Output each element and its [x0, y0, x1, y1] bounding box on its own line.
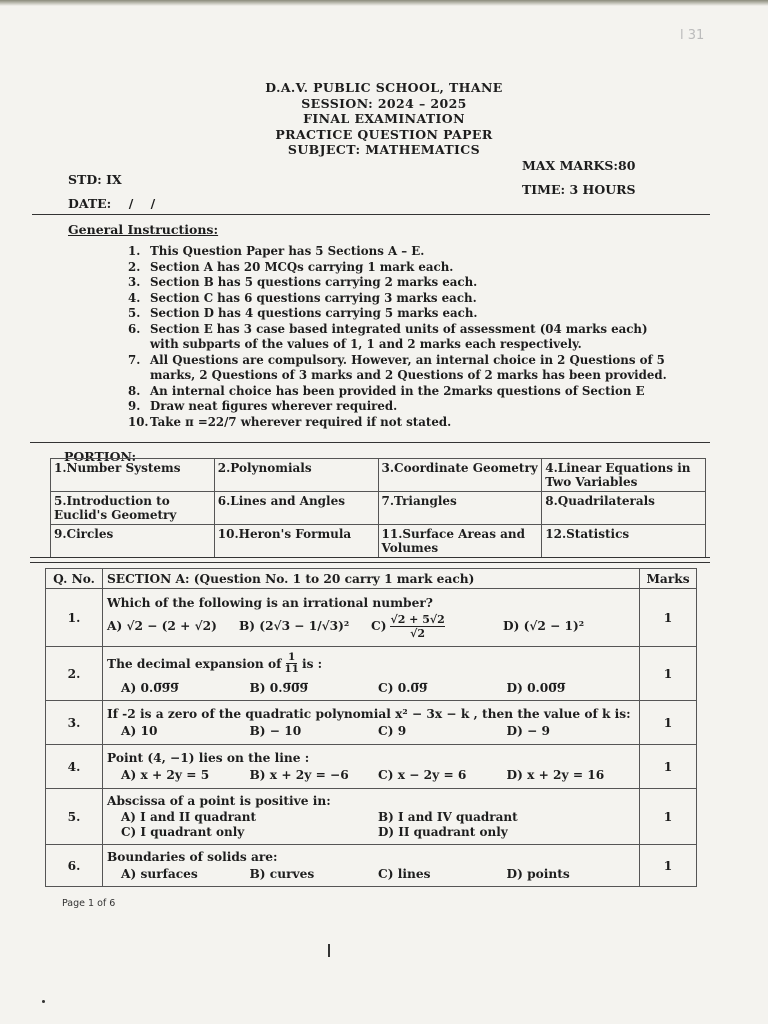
portion-cell: 3.Coordinate Geometry — [378, 459, 542, 492]
time-allowed: TIME: 3 HOURS — [522, 182, 636, 197]
question-number: 1. — [46, 589, 103, 647]
option-d: D) − 9 — [506, 724, 551, 738]
option-c: C) I quadrant only — [121, 824, 245, 839]
options-row — [107, 867, 635, 881]
option-a: A) 0.0̅9̅9̅ — [121, 681, 179, 695]
question-stem: Boundaries of solids are: — [107, 850, 278, 864]
instructions-title: General Instructions: — [68, 222, 219, 237]
portion-cell: 12.Statistics — [542, 525, 706, 558]
option-a: A) x + 2y = 5 — [121, 768, 210, 782]
question-row — [46, 589, 697, 647]
question-body — [103, 647, 640, 701]
school-name: D.A.V. PUBLIC SCHOOL, THANE — [265, 80, 503, 95]
options-grid — [107, 810, 635, 840]
portion-cell: 4.Linear Equations in Two Variables — [542, 459, 706, 492]
question-marks: 1 — [640, 845, 697, 887]
option-a: A) surfaces — [121, 867, 198, 881]
question-body — [103, 589, 640, 647]
page-number: Page 1 of 6 — [62, 898, 116, 909]
option-a: A) I and II quadrant — [121, 809, 257, 824]
question-number: 2. — [46, 647, 103, 701]
option-b: B) x + 2y = −6 — [249, 768, 349, 782]
option-c: C) 0.0̅9̅ — [378, 681, 428, 695]
question-marks: 1 — [640, 589, 697, 647]
exam-header — [0, 80, 768, 158]
question-row — [46, 745, 697, 789]
portion-cell: 10.Heron's Formula — [214, 525, 378, 558]
fraction-numerator: 1 — [287, 651, 296, 663]
instruction-item: 8. An internal choice has been provided in the 2marks questions of Section E — [128, 383, 645, 398]
question-marks: 1 — [640, 789, 697, 845]
portion-table — [50, 458, 706, 558]
subject: SUBJECT: MATHEMATICS — [287, 142, 481, 157]
qno-header: Q. No. — [46, 569, 103, 589]
portion-row — [51, 525, 706, 558]
option-c: C) x − 2y = 6 — [378, 768, 467, 782]
instructions-divider — [30, 442, 710, 443]
question-marks: 1 — [640, 647, 697, 701]
question-body — [103, 845, 640, 887]
option-d: D) points — [506, 867, 570, 881]
stem-fraction — [284, 652, 299, 675]
exam-name: FINAL EXAMINATION — [303, 111, 465, 126]
question-row — [46, 647, 697, 701]
instruction-item: 7. All Questions are compulsory. However, an internal choice in 2 Questions of 5 marks, 2 Questions of 3 marks and 2 Questions of 2 marks has been provided. — [128, 352, 667, 382]
portion-divider — [30, 557, 710, 558]
instruction-item: 10. Take π =22/7 wherever required if not stated. — [128, 414, 452, 429]
paper-type: PRACTICE QUESTION PAPER — [275, 126, 493, 142]
option-b: B) 0.9̅0̅9̅ — [249, 681, 308, 695]
portion-divider-2 — [30, 562, 710, 563]
option-d: D) (√2 − 1)² — [503, 619, 585, 633]
fraction-numerator: √2 + 5√2 — [390, 612, 445, 626]
options-row — [107, 768, 635, 782]
instruction-item: 2. Section A has 20 MCQs carrying 1 mark each. — [128, 259, 454, 274]
question-row — [46, 789, 697, 845]
portion-cell: 1.Number Systems — [51, 459, 215, 492]
instruction-item: 4. Section C has 6 questions carrying 3 marks each. — [128, 290, 477, 305]
question-number: 6. — [46, 845, 103, 887]
option-c: C) lines — [378, 867, 431, 881]
portion-cell: 2.Polynomials — [214, 459, 378, 492]
options-row — [107, 724, 635, 738]
fraction-denominator: 11 — [284, 663, 299, 675]
instructions-list — [128, 244, 673, 430]
option-d: D) 0.00̅9̅ — [506, 681, 566, 695]
question-stem: Point (4, −1) lies on the line : — [107, 751, 310, 765]
question-stem: Which of the following is an irrational number? — [107, 595, 433, 610]
instruction-item: 1. This Question Paper has 5 Sections A – E. — [128, 244, 425, 258]
option-a: A) √2 − (2 + √2) — [107, 619, 217, 633]
question-marks: 1 — [640, 745, 697, 789]
stray-pen-mark — [328, 944, 330, 957]
date-label: DATE: / / — [68, 196, 156, 211]
std-label: STD: IX — [68, 172, 122, 187]
max-marks: MAX MARKS:80 — [522, 158, 636, 173]
question-stem: Abscissa of a point is positive in: — [107, 793, 331, 808]
question-row — [46, 845, 697, 887]
instruction-item: 3. Section B has 5 questions carrying 2 marks each. — [128, 275, 478, 289]
portion-cell: 8.Quadrilaterals — [542, 492, 706, 525]
option-b: B) − 10 — [249, 724, 302, 738]
option-d: D) II quadrant only — [378, 824, 508, 839]
section-header: SECTION A: (Question No. 1 to 20 carry 1 mark each) — [103, 569, 640, 589]
portion-cell: 6.Lines and Angles — [214, 492, 378, 525]
option-c-fraction — [390, 613, 444, 640]
portion-cell: 11.Surface Areas and Volumes — [378, 525, 542, 558]
question-number: 5. — [46, 789, 103, 845]
instruction-item: 6. Section E has 3 case based integrated units of assessment (04 marks each) with subparts of the values of 1, 1 and 2 marks each respectively. — [128, 321, 648, 351]
question-body — [103, 745, 640, 789]
portion-title: PORTION: — [64, 449, 137, 464]
option-b: B) curves — [249, 867, 315, 881]
question-number: 3. — [46, 701, 103, 745]
option-c-label: C) — [371, 619, 387, 633]
session: SESSION: 2024 – 2025 — [301, 95, 467, 111]
question-body — [103, 701, 640, 745]
portion-row — [51, 459, 706, 492]
question-marks: 1 — [640, 701, 697, 745]
top-edge-shadow — [0, 0, 768, 6]
portion-cell: 5.Introduction to Euclid's Geometry — [51, 492, 215, 525]
question-body — [103, 789, 640, 845]
questions-table — [45, 568, 697, 887]
question-stem: The decimal expansion of $\frac{1}{11}$ is : — [107, 651, 323, 675]
option-c — [371, 613, 503, 640]
option-a: A) 10 — [121, 724, 158, 738]
stray-dot — [42, 1000, 45, 1003]
question-number: 4. — [46, 745, 103, 789]
options-row — [107, 681, 635, 695]
marks-header: Marks — [640, 569, 697, 589]
option-b: B) (2√3 − 1/√3)² — [239, 619, 350, 633]
question-stem: If -2 is a zero of the quadratic polynomial x² − 3x − k , then the value of k is: — [107, 707, 631, 721]
corner-pencil-mark: l 31 — [680, 28, 705, 43]
header-divider — [32, 214, 710, 215]
portion-row — [51, 492, 706, 525]
fraction-denominator: √2 — [410, 626, 426, 640]
instruction-item: 5. Section D has 4 questions carrying 5 marks each. — [128, 306, 478, 320]
option-d: D) x + 2y = 16 — [506, 768, 605, 782]
instruction-item: 9. Draw neat figures wherever required. — [128, 399, 398, 413]
option-b: B) I and IV quadrant — [378, 809, 518, 824]
questions-header-row — [46, 569, 697, 589]
question-row — [46, 701, 697, 745]
options-row — [107, 613, 635, 640]
portion-cell: 7.Triangles — [378, 492, 542, 525]
option-c: C) 9 — [378, 724, 407, 738]
portion-cell: 9.Circles — [51, 525, 215, 558]
